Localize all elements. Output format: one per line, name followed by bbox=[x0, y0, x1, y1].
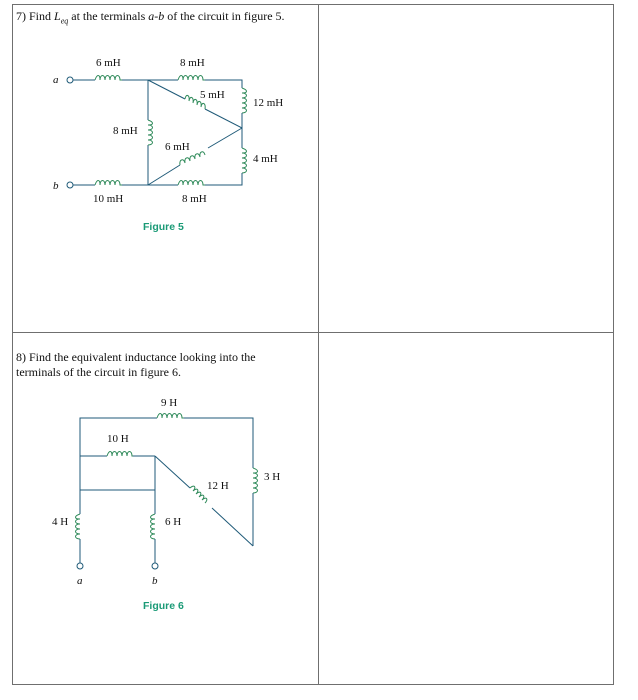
terminal-a-node bbox=[67, 77, 73, 83]
inductor-9h bbox=[157, 414, 184, 419]
figure-6-circuit bbox=[0, 390, 300, 630]
q8-line2: terminals of the circuit in figure 6. bbox=[16, 365, 181, 379]
terminal-a-label: a bbox=[53, 74, 59, 86]
label-6mh-center: 6 mH bbox=[165, 141, 190, 153]
q7-number: 7) Find bbox=[16, 9, 52, 23]
q7-answer-cell bbox=[318, 4, 614, 333]
q7-leq: $L_{eq}$ bbox=[54, 9, 69, 26]
q8-line1: 8) Find the equivalent inductance looking into the bbox=[16, 350, 256, 364]
terminal-a-label-fig6: a bbox=[77, 575, 83, 587]
figure-5-circuit bbox=[0, 0, 300, 233]
inductor-4mh bbox=[242, 148, 247, 173]
inductor-6mh-center bbox=[180, 152, 205, 165]
label-12mh: 12 mH bbox=[253, 97, 284, 109]
label-8mh-top: 8 mH bbox=[180, 57, 205, 69]
label-3h: 3 H bbox=[264, 471, 281, 483]
label-8mh-bottom: 8 mH bbox=[182, 193, 207, 205]
label-5mh: 5 mH bbox=[200, 89, 225, 101]
label-10h: 10 H bbox=[107, 433, 129, 445]
figure-5-caption: Figure 5 bbox=[143, 221, 184, 233]
terminal-a-node-fig6 bbox=[77, 563, 83, 569]
inductor-6h bbox=[151, 514, 156, 539]
inductor-4h bbox=[76, 514, 81, 539]
label-6mh-top: 6 mH bbox=[96, 57, 121, 69]
label-8mh-left: 8 mH bbox=[113, 125, 138, 137]
q8-answer-cell bbox=[318, 332, 614, 685]
inductor-12h bbox=[190, 486, 207, 503]
terminal-b-label-fig6: b bbox=[152, 575, 158, 587]
terminal-b-label: b bbox=[53, 180, 59, 192]
label-6h: 6 H bbox=[165, 516, 182, 528]
q8-question-text bbox=[16, 350, 256, 380]
inductor-10mh-bottom bbox=[95, 181, 122, 186]
q7-terminals: a-b bbox=[148, 9, 165, 23]
terminal-b-node-fig6 bbox=[152, 563, 158, 569]
inductor-12mh bbox=[242, 88, 247, 113]
q7-text-mid: at the terminals bbox=[71, 9, 146, 23]
inductor-3h bbox=[253, 468, 258, 493]
label-4mh: 4 mH bbox=[253, 153, 278, 165]
inductor-8mh-bottom bbox=[178, 181, 205, 186]
inductor-6mh-top bbox=[95, 76, 122, 81]
inductor-8mh-left bbox=[148, 120, 153, 145]
inductor-10h bbox=[107, 452, 133, 457]
label-10mh: 10 mH bbox=[93, 193, 124, 205]
q7-text-end: of the circuit in figure 5. bbox=[167, 9, 285, 23]
label-4h: 4 H bbox=[52, 516, 69, 528]
figure-6-caption: Figure 6 bbox=[143, 600, 184, 612]
terminal-b-node bbox=[67, 182, 73, 188]
label-12h: 12 H bbox=[207, 480, 229, 492]
label-9h: 9 H bbox=[161, 397, 178, 409]
inductor-8mh-top bbox=[178, 76, 205, 81]
